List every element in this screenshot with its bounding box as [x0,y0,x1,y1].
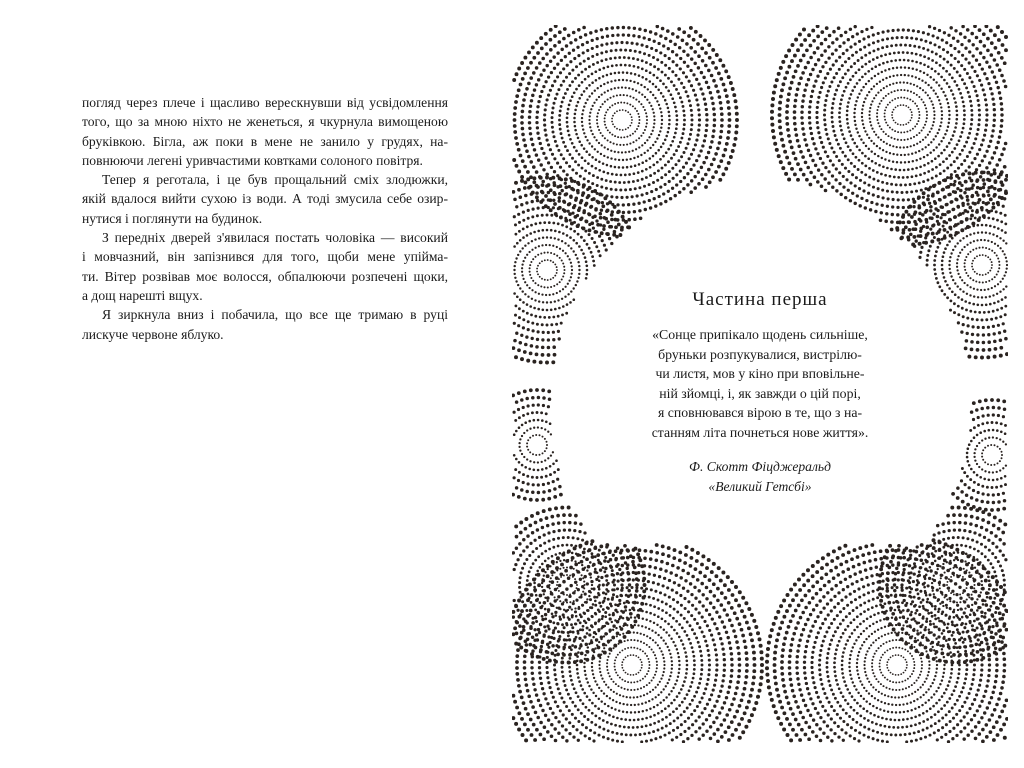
epigraph-line: ній зйомці, і, як завжди о цій порі, [659,385,861,401]
text-line: ти. Вітер розвівав моє волосся, обпалюючи розпечені щоки, [82,268,448,284]
text-line: повнюючи легені уривчастими ковтками солоного повітря. [82,152,423,168]
text-line: і мовчазний, він запізнився для того, щоби мене упійма- [82,249,448,265]
epigraph-line: чи листя, мов у кіно при вповільне- [655,366,865,381]
text-line: нутися і поглянути на будинок. [82,210,263,226]
epigraph-line: я сповнювався вірою в те, що з на- [657,405,863,420]
part-title: Частина перша [692,289,828,310]
text-line: бруківкою. Бігла, аж поки в мене не занило у грудях, на- [82,133,448,149]
epigraph [632,325,888,442]
text-line: Я зиркнула вниз і побачила, що все ще тримаю в руці [102,307,448,323]
text-line: а дощ нарешті вщух. [82,287,203,303]
text-line: лискуче червоне яблуко. [82,326,224,342]
epigraph-line: бруньки розпукувалися, вистрілю- [658,346,862,362]
body-text [82,93,448,344]
epigraph-book-title: «Великий Гетсбі» [708,478,812,494]
epigraph-author: Ф. Скотт Фіцджеральд [689,459,831,474]
text-line: якій вдалося вийти сухою із води. А тоді змусила себе озир- [82,191,448,207]
text-line: погляд через плече і щасливо верескнувши від усвідомлення [82,95,448,110]
right-page [512,25,1008,743]
text-line: З передніх дверей з'явилася постать чоловіка — високий [102,230,448,246]
attribution [512,457,1008,496]
epigraph-line: станням літа почнеться нове життя». [651,424,869,440]
text-line: того, що за мною ніхто не женеться, я чкурнула вимощеною [82,114,448,130]
epigraph-line: «Сонце припікало щодень сильніше, [652,327,868,342]
text-line: Тепер я реготала, і це був прощальний сміх злодюжки, [102,172,448,188]
